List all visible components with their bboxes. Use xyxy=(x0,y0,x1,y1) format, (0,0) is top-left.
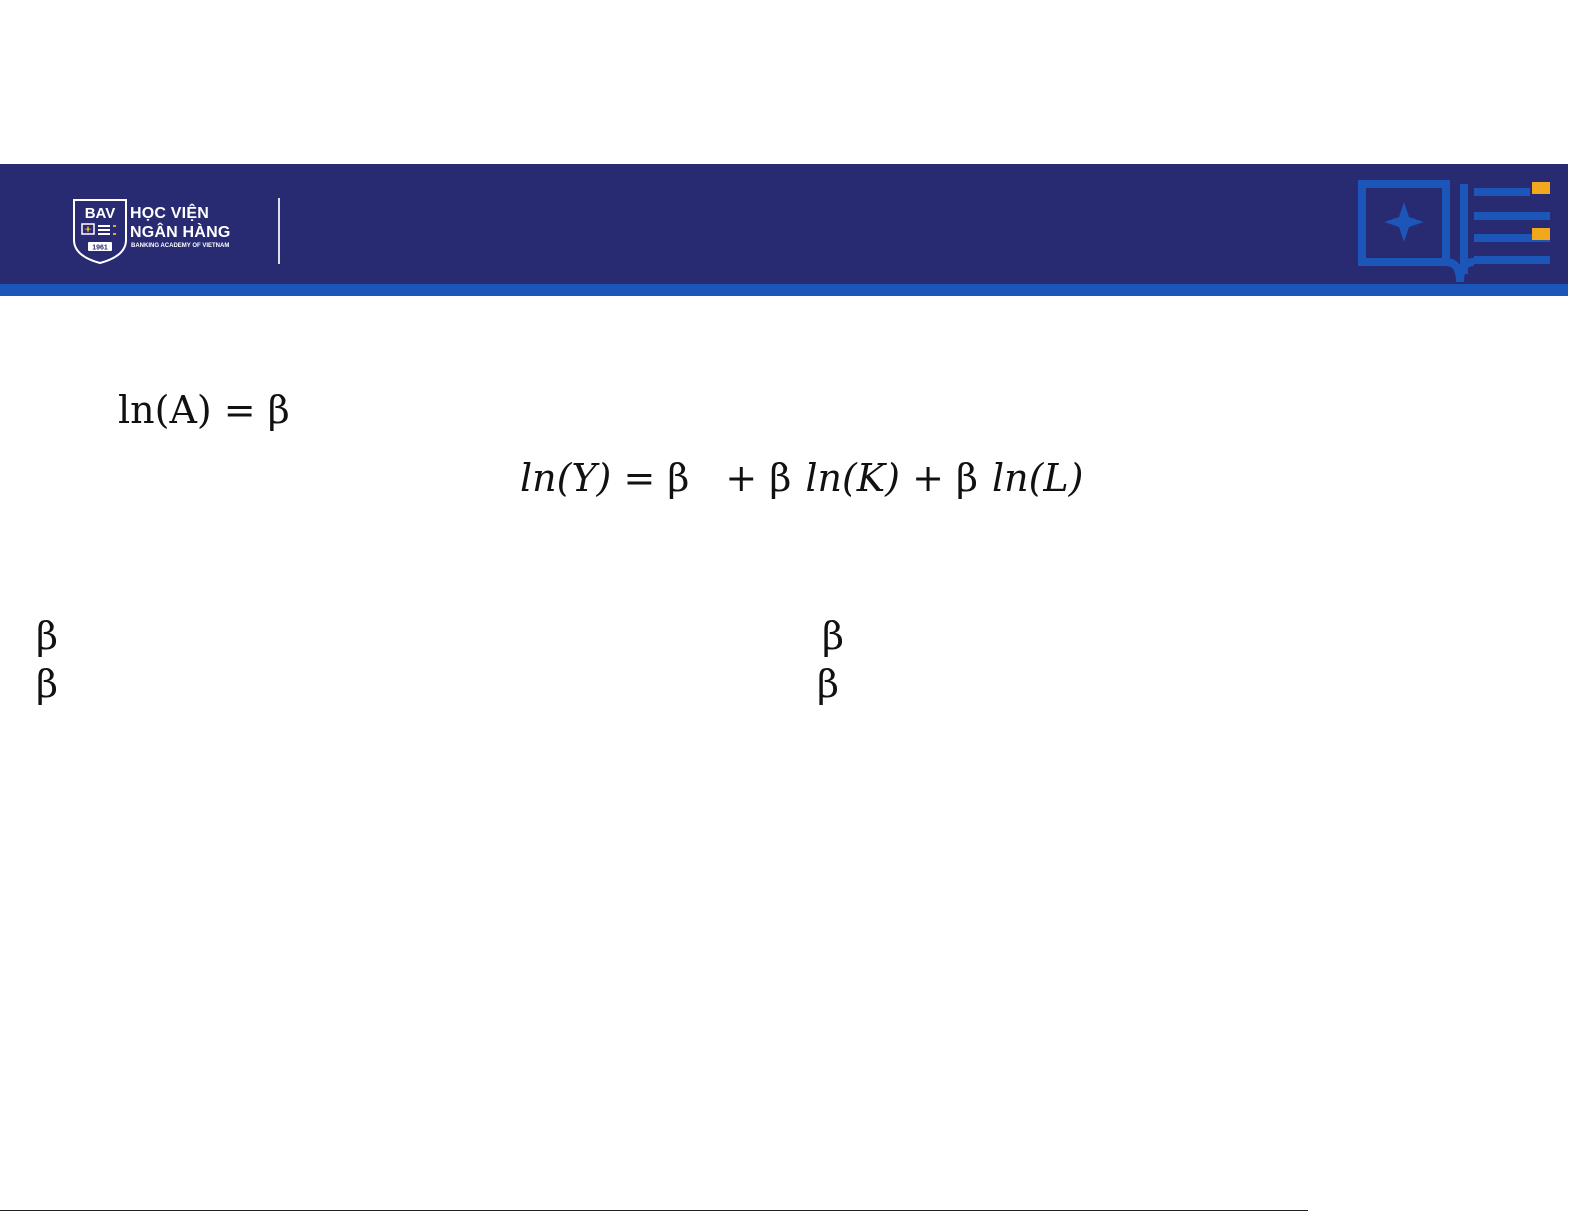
formula-ln-a: ln(A) = β xyxy=(118,388,290,432)
logo-name-line2: NGÂN HÀNG xyxy=(130,224,231,241)
formula-ln-y xyxy=(520,456,1083,500)
beta-symbol: β xyxy=(822,614,844,658)
book-star-icon xyxy=(1356,178,1568,286)
header-strip xyxy=(0,284,1568,296)
formula-lnk: ln(K) xyxy=(805,456,900,500)
formula-plus-beta-2: + β xyxy=(899,456,978,500)
beta-symbol: β xyxy=(817,662,839,706)
logo-year: 1961 xyxy=(92,244,108,252)
logo-name-line1: HỌC VIỆN xyxy=(130,205,209,222)
beta-symbol: β xyxy=(36,662,58,706)
footer-rule xyxy=(0,1210,1308,1211)
formula-plus-beta-1: + β xyxy=(713,456,792,500)
formula-lnl: ln(L) xyxy=(991,456,1084,500)
header-divider xyxy=(278,198,280,264)
logo-tagline: BANKING ACADEMY OF VIETNAM xyxy=(131,243,230,249)
formula-eq-beta: = β xyxy=(611,456,690,500)
beta-symbol: β xyxy=(36,614,58,658)
logo-badge-text: BAV xyxy=(84,205,116,222)
formula-lny: ln(Y) xyxy=(520,456,612,500)
